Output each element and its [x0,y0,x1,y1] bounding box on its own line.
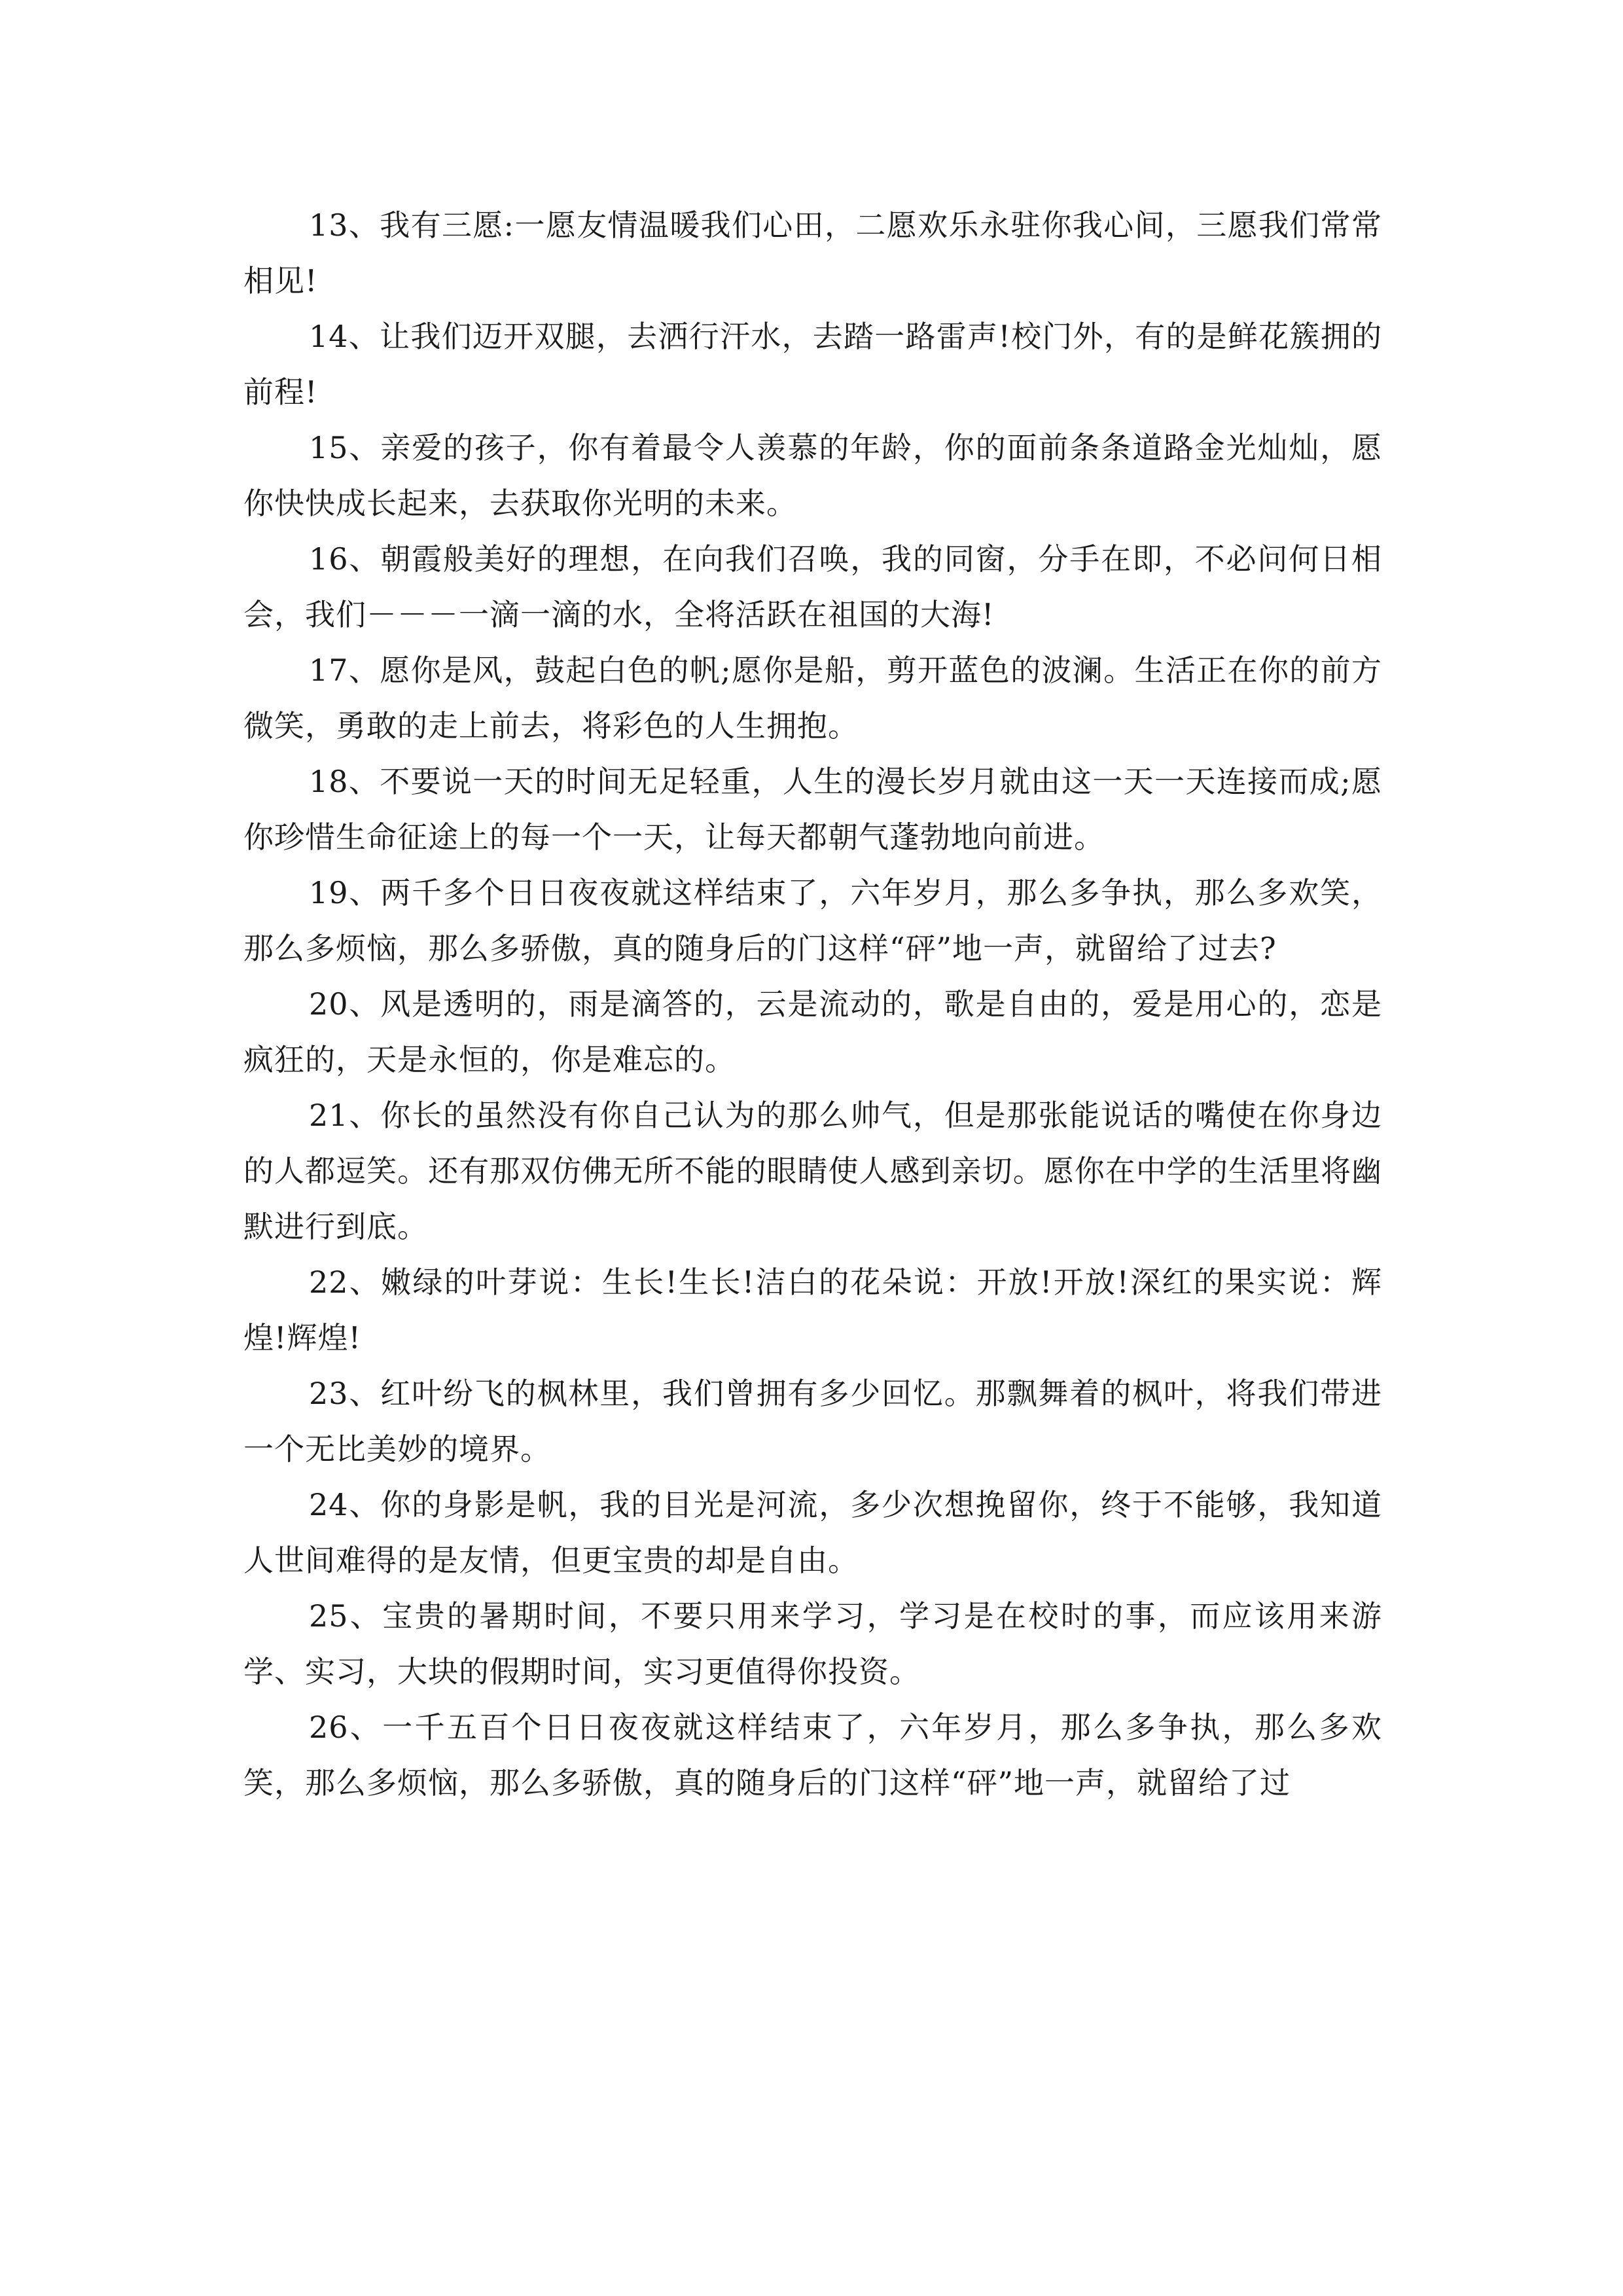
paragraph-13: 13、我有三愿:一愿友情温暖我们心田，二愿欢乐永驻你我心间，三愿我们常常相见! [243,207,1382,298]
paragraph-20: 20、风是透明的，雨是滴答的，云是流动的，歌是自由的，爱是用心的，恋是疯狂的，天是永恒的，你是难忘的。 [243,986,1382,1077]
paragraph-25: 25、宝贵的暑期时间，不要只用来学习，学习是在校时的事，而应该用来游学、实习，大块的假期时间，实习更值得你投资。 [243,1598,1382,1689]
paragraph-24: 24、你的身影是帆，我的目光是河流，多少次想挽留你，终于不能够，我知道人世间难得的是友情，但更宝贵的却是自由。 [243,1487,1382,1578]
document-body [243,198,1382,1811]
paragraph-26: 26、一千五百个日日夜夜就这样结束了，六年岁月，那么多争执，那么多欢笑，那么多烦恼，那么多骄傲，真的随身后的门这样“砰”地一声，就留给了过 [243,1710,1382,1801]
paragraph-23: 23、红叶纷飞的枫林里，我们曾拥有多少回忆。那飘舞着的枫叶，将我们带进一个无比美妙的境界。 [243,1376,1382,1467]
paragraph-15: 15、亲爱的孩子，你有着最令人羡慕的年龄，你的面前条条道路金光灿灿，愿你快快成长起来，去获取你光明的未来。 [243,430,1382,521]
paragraph-22: 22、嫩绿的叶芽说：生长!生长!洁白的花朵说：开放!开放!深红的果实说：辉煌!辉煌! [243,1265,1382,1355]
paragraph-18: 18、不要说一天的时间无足轻重，人生的漫长岁月就由这一天一天连接而成;愿你珍惜生命征途上的每一个一天，让每天都朝气蓬勃地向前进。 [243,764,1382,855]
paragraph-14: 14、让我们迈开双腿，去洒行汗水，去踏一路雷声!校门外，有的是鲜花簇拥的前程! [243,319,1382,410]
paragraph-16: 16、朝霞般美好的理想，在向我们召唤，我的同窗，分手在即，不必问何日相会，我们－－－一滴一滴的水，全将活跃在祖国的大海! [243,541,1382,632]
paragraph-19: 19、两千多个日日夜夜就这样结束了，六年岁月，那么多争执，那么多欢笑，那么多烦恼，那么多骄傲，真的随身后的门这样“砰”地一声，就留给了过去? [243,875,1382,966]
paragraph-17: 17、愿你是风，鼓起白色的帆;愿你是船，剪开蓝色的波澜。生活正在你的前方微笑，勇敢的走上前去，将彩色的人生拥抱。 [243,653,1382,744]
paragraph-21: 21、你长的虽然没有你自己认为的那么帅气，但是那张能说话的嘴使在你身边的人都逗笑。还有那双仿佛无所不能的眼睛使人感到亲切。愿你在中学的生活里将幽默进行到底。 [243,1098,1382,1244]
